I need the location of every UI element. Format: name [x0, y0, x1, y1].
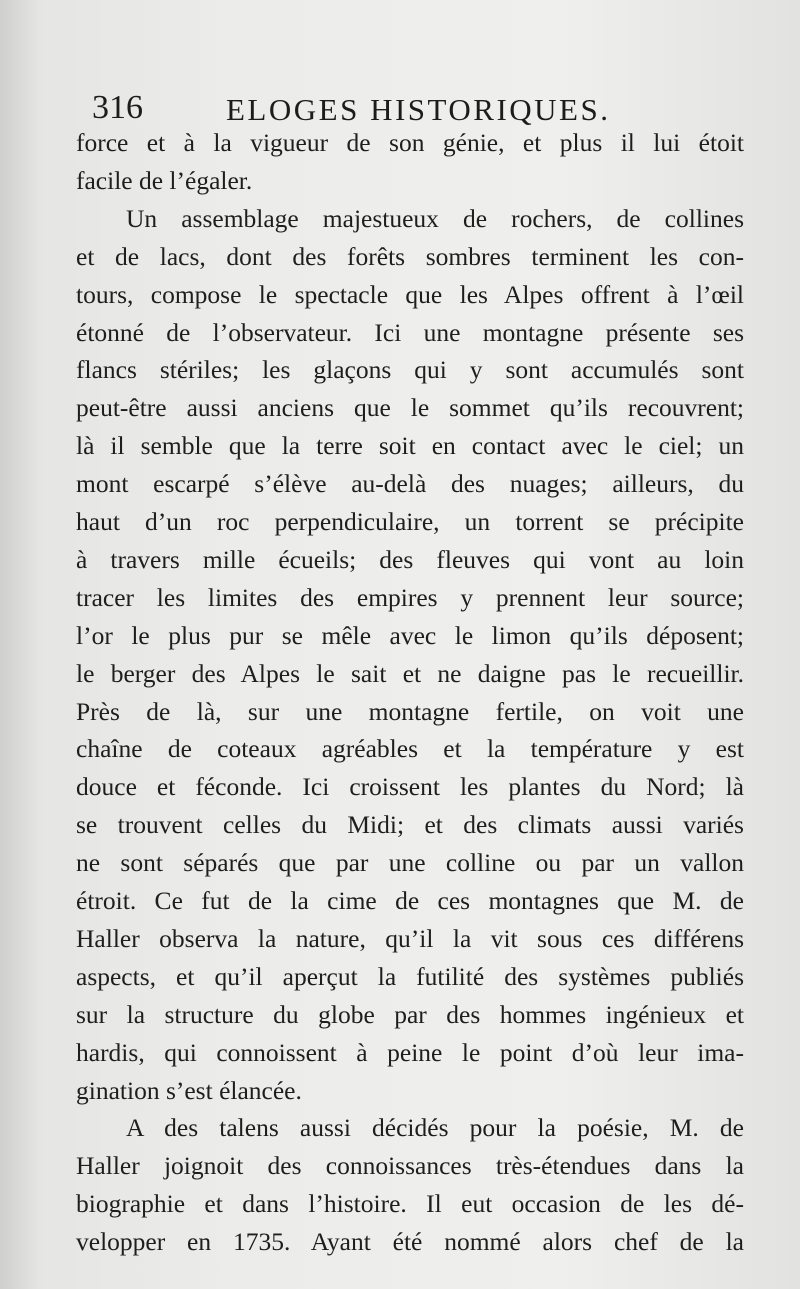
text-line: flancs stériles; les glaçons qui y sont accumulés sont	[76, 355, 744, 385]
page-gutter-shadow	[0, 0, 40, 1289]
running-title: ELOGES HISTORIQUES.	[226, 92, 611, 127]
text-line: étroit. Ce fut de la cime de ces montagnes que M. de	[76, 886, 744, 915]
text-line: hardis, qui connoissent à peine le point d’où leur ima-	[76, 1037, 744, 1067]
text-line: mont escarpé s’élève au-delà des nuages; ailleurs, du	[76, 469, 744, 499]
text-line: là il semble que la terre soit en contact avec le ciel; un	[76, 431, 744, 461]
text-line: biographie et dans l’histoire. Il eut occasion de les dé-	[76, 1189, 744, 1219]
text-line: facile de l’égaler.	[76, 165, 253, 195]
text-line: peut-être aussi anciens que le sommet qu’ils recouvrent;	[76, 393, 744, 423]
text-line: aspects, et qu’il aperçut la futilité des systèmes publiés	[76, 961, 744, 991]
text-line: et de lacs, dont des forêts sombres terminent les con-	[76, 241, 744, 271]
text-line: tracer les limites des empires y prennent leur source;	[76, 582, 744, 612]
text-line: à travers mille écueils; des fleuves qui vont au loin	[76, 544, 744, 574]
text-line: chaîne de coteaux agréables et la température y est	[76, 734, 744, 764]
page-number: 316	[92, 89, 143, 126]
text-line: haut d’un roc perpendiculaire, un torrent se précipite	[76, 507, 744, 536]
text-line: ne sont séparés que par une colline ou par un vallon	[76, 848, 744, 878]
text-line: se trouvent celles du Midi; et des climats aussi variés	[76, 810, 744, 840]
text-line: Haller observa la nature, qu’il la vit sous ces différens	[76, 923, 744, 953]
text-line: l’or le plus pur se mêle avec le limon qu’ils déposent;	[76, 620, 744, 650]
text-line: le berger des Alpes le sait et ne daigne pas le recueillir.	[76, 658, 744, 688]
text-line: Près de là, sur une montagne fertile, on voit une	[76, 696, 744, 726]
text-line: Un assemblage majestueux de rochers, de collines	[126, 203, 744, 233]
text-line: gination s’est élancée.	[76, 1075, 302, 1105]
text-line: force et à la vigueur de son génie, et plus il lui étoit	[76, 128, 744, 157]
text-line: douce et féconde. Ici croissent les plantes du Nord; là	[76, 772, 744, 802]
text-line: tours, compose le spectacle que les Alpes offrent à l’œil	[76, 279, 744, 309]
running-head	[92, 88, 652, 128]
text-line: velopper en 1735. Ayant été nommé alors chef de la	[76, 1227, 744, 1257]
text-line: Haller joignoit des connoissances très-étendues dans la	[76, 1151, 744, 1181]
text-line: A des talens aussi décidés pour la poésie, M. de	[126, 1113, 744, 1143]
text-line: étonné de l’observateur. Ici une montagne présente ses	[76, 317, 744, 347]
text-line: sur la structure du globe par des hommes ingénieux et	[76, 999, 744, 1029]
